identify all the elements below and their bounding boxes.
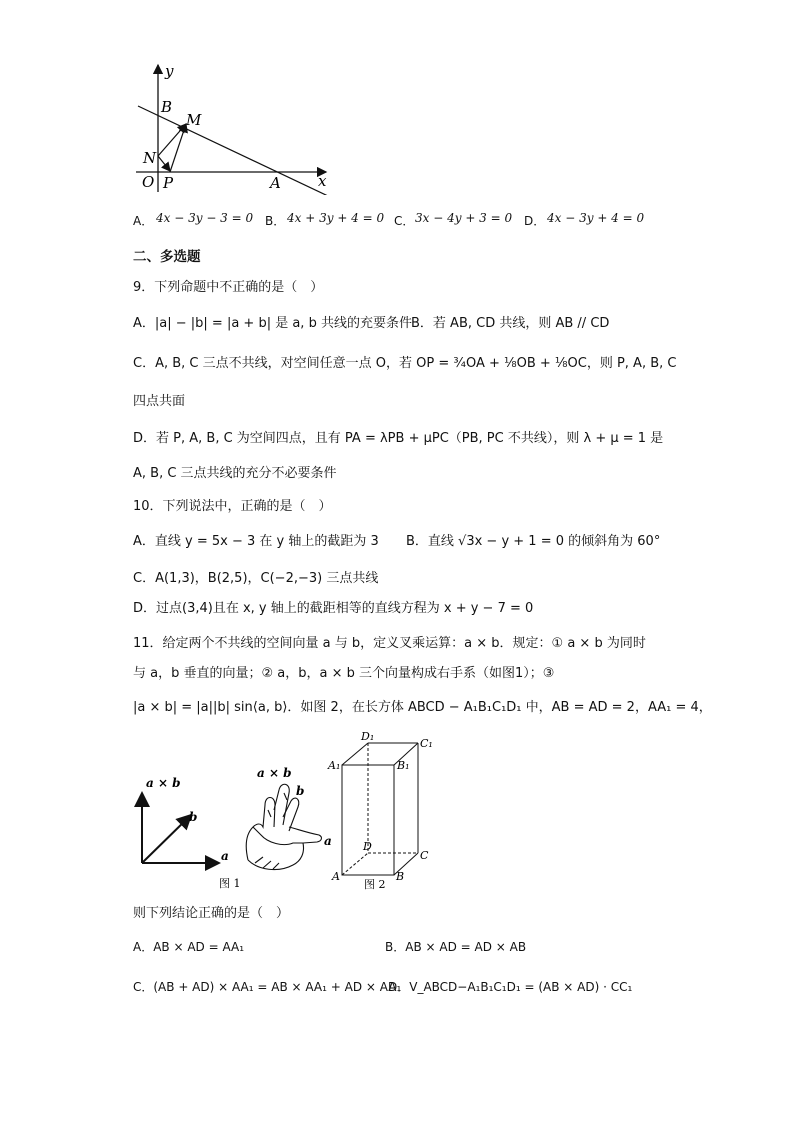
q10-option-c: C．A(1,3)，B(2,5)，C(−2,−3) 三点共线 [133, 571, 379, 586]
q9-option-c-cont: 四点共面 [133, 394, 186, 409]
label-a: A [270, 174, 281, 192]
label-o: O [142, 173, 155, 191]
fig2-caption: 图 2 [364, 878, 386, 891]
right-hand-icon [246, 784, 321, 869]
q10-option-a: A．直线 y = 5x − 3 在 y 轴上的截距为 3 [133, 534, 379, 549]
q10-option-b: B．直线 √3x − y + 1 = 0 的倾斜角为 60° [406, 534, 661, 549]
q11-option-d: D．V_ABCD−A₁B₁C₁D₁ = (AB × AD) · CC₁ [388, 980, 633, 994]
q8-option-d: 4x − 3y + 4 = 0 [547, 211, 645, 225]
q11-option-a: A．AB × AD = AA₁ [133, 940, 245, 954]
q8-option-c-letter: C． [394, 214, 415, 228]
q10-stem: 10．下列说法中，正确的是（ ） [133, 499, 332, 514]
hand-label-a: a [324, 834, 332, 848]
figure-1-right-hand-system [133, 765, 333, 895]
fig1-caption: 图 1 [219, 877, 241, 890]
label-b: B [161, 98, 173, 116]
q9-option-b: B．若 AB, CD 共线，则 AB // CD [411, 316, 610, 331]
q9-option-d-cont: A, B, C 三点共线的充分不必要条件 [133, 466, 337, 481]
label-n: N [143, 149, 157, 167]
q11-option-b: B．AB × AD = AD × AB [385, 940, 527, 954]
q8-option-a: 4x − 3y − 3 = 0 [156, 211, 254, 225]
label-m: M [186, 111, 202, 129]
q9-option-a: A．|a| − |b| = |a + b| 是 a, b 共线的充要条件 [133, 316, 412, 331]
fig1-label-axb: a × b [146, 776, 181, 790]
q11-after-figure: 则下列结论正确的是（ ） [133, 906, 290, 921]
fig2-label-b: B [396, 870, 405, 883]
fig2-label-c1: C₁ [420, 737, 433, 750]
q8-option-b-letter: B． [265, 214, 286, 228]
hand-label-b: b [296, 784, 305, 798]
fig2-label-d: D [363, 840, 372, 853]
label-y: y [165, 62, 174, 80]
axis-b [142, 815, 191, 863]
q9-option-c: C．A, B, C 三点不共线，对空间任意一点 O，若 OP = ¾OA + ⅛OB + ⅛OC，则 P, A, B, C [133, 356, 677, 371]
q11-line-3: |a × b| = |a||b| sin⟨a, b⟩．如图 2，在长方体 ABCD − A₁B₁C₁D₁ 中，AB = AD = 2，AA₁ = 4， [133, 700, 712, 715]
fig2-label-b1: B₁ [397, 759, 410, 772]
figure-2-cuboid [325, 728, 445, 893]
label-p: P [163, 174, 174, 192]
section-heading: 二、多选题 [133, 249, 201, 265]
q8-option-d-letter: D． [524, 214, 546, 228]
vector-np [158, 156, 170, 171]
fig2-label-a: A [332, 870, 340, 883]
label-x: x [318, 172, 327, 190]
q11-line-1: 11．给定两个不共线的空间向量 a 与 b，定义叉乘运算：a × b．规定：① a × b 为同时 [133, 636, 646, 651]
hand-label-axb: a × b [257, 766, 292, 780]
q8-option-b: 4x + 3y + 4 = 0 [287, 211, 385, 225]
q11-line-2: 与 a，b 垂直的向量；② a，b，a × b 三个向量构成右手系（如图1）；③ [133, 666, 555, 681]
coordinate-diagram [128, 60, 338, 195]
fig2-label-d1: D₁ [361, 730, 375, 743]
q10-option-d: D．过点(3,4)且在 x, y 轴上的截距相等的直线方程为 x + y − 7 = 0 [133, 601, 534, 616]
q8-option-a-letter: A． [133, 214, 154, 228]
q9-stem: 9．下列命题中不正确的是（ ） [133, 280, 324, 295]
q8-option-c: 3x − 4y + 3 = 0 [415, 211, 513, 225]
fig1-label-b: b [189, 810, 198, 824]
fig2-label-a1: A₁ [328, 759, 341, 772]
fig2-label-c: C [420, 849, 429, 862]
q11-option-c: C．(AB + AD) × AA₁ = AB × AA₁ + AD × AA₁ [133, 980, 402, 994]
vector-nm [158, 124, 186, 156]
q9-option-d: D．若 P, A, B, C 为空间四点，且有 PA = λPB + μPC（PB, PC 不共线），则 λ + μ = 1 是 [133, 431, 664, 446]
vector-pm [170, 124, 186, 172]
fig1-label-a: a [221, 849, 229, 863]
